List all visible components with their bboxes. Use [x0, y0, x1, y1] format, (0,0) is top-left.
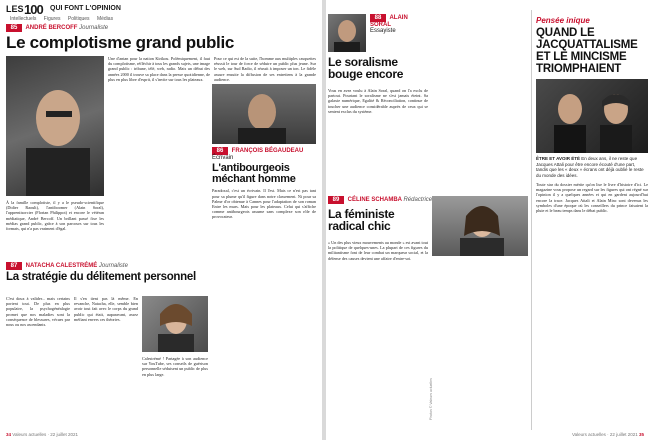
article-rank: [212, 147, 316, 155]
article-begaudeau: [212, 84, 316, 368]
begaudeau-photo: [212, 84, 316, 144]
calestreme-col2: Il s'en tient pas là même. En revanche, Natacha, elle, semble bien avoir tout fait avec le corps du grand public qui était, auparavant, assez méfiant envers ces théories.: [74, 296, 138, 322]
rank-badge: 88: [370, 14, 386, 22]
column-divider: [531, 10, 532, 430]
photo-credit: Photos © Valeurs actuelles: [429, 378, 433, 420]
portrait-icon: [6, 56, 104, 196]
header-les: LES: [6, 4, 24, 14]
portrait-icon: [142, 296, 208, 352]
rank-badge: 87: [6, 262, 22, 270]
article-calestreme: [6, 262, 206, 284]
footer-issue: Valeurs actuelles · 22 juillet 2021: [572, 432, 638, 437]
portrait-icon: [432, 196, 528, 256]
caption-text: En deux ans, il ne reste que Jacques Attali pour être encore écouté d'une part, tandis que les « deux » écrans ont déjà oublié le reste du monde des idées.: [536, 156, 644, 178]
left-page: [0, 0, 322, 440]
legend-item: Intellectuels: [10, 16, 37, 22]
article-author: ANDRÉ BERCOFF: [25, 25, 78, 31]
article-author: ALAIN SORAL: [370, 15, 408, 28]
article-title: Le complotisme grand public: [6, 33, 235, 52]
article-rank: [6, 262, 206, 270]
schamba-photo: [432, 196, 528, 256]
legend-item: Figures: [43, 16, 61, 22]
portrait-icon: [536, 79, 648, 153]
header-100: 100: [24, 2, 43, 17]
article-role: Journaliste: [79, 25, 109, 31]
bercoff-col2: Une d'antan pour la nation Kirikou. Polémiquement, il faut du complotisme, réfléchir à tous les grands sujets, une image grand public : tribune, télé, web, radio. Mais un début des années 2000 il trouve sa place dans la presse quotidienne, de plus en plus libre d'esprit, il s'invite sur tous les plateaux.: [108, 56, 210, 82]
pensee-photo: [536, 79, 648, 153]
calestreme-col3: Calestrémé ! Partagée à son audience sur YouTube, ses conseils de guérison personnelle séduisent un public de plus en plus large.: [142, 356, 208, 377]
legend-item: Politiques: [67, 16, 90, 22]
rank-badge: 89: [328, 196, 344, 204]
header-subtitle: QUI FONT L'OPINION: [50, 5, 121, 12]
right-footer: [572, 432, 644, 437]
section-header: [6, 2, 316, 22]
legend-item: Médias: [96, 16, 114, 22]
pensee-label: Pensée inique: [536, 16, 590, 25]
footer-issue: Valeurs actuelles · 22 juillet 2021: [12, 432, 78, 437]
pensee-box: [536, 16, 648, 422]
article-soral: [370, 14, 426, 34]
soral-photo: [328, 14, 366, 52]
page-number: 34: [6, 432, 12, 437]
soral-text: Vous en avez voulu à Alain Soral, quand on l'a exclu de partout. Pourtant le soralisme ne s'est jamais éteint. Sa galaxie numérique, Egalité & Réconciliation, continue de toucher une audience considérable auprès de ceux qui se sentent exclus du système.: [328, 88, 428, 114]
article-role: Rédactrice: [403, 197, 433, 203]
article-rank: [6, 24, 316, 32]
article-title: Le soralisme bouge encore: [328, 55, 404, 82]
left-footer: [6, 432, 78, 437]
pensee-title: QUAND LE JACQUATTALISME ET LE MINCISME TRIOMPHAIENT: [536, 27, 638, 75]
calestreme-col1: C'est doux à valider... mais certains portent tout. De plus en plus populaire, la psychogénéalogie promet que nos maladies sont la conséquence de blessures, vécues par nous ou nos ascendants.: [6, 296, 70, 328]
article-role: Essayiste: [370, 28, 396, 34]
article-title: La féministe radical chic: [328, 207, 395, 234]
article-role: Journaliste: [98, 263, 128, 269]
article-bercoff: [6, 24, 316, 51]
article-author: FRANÇOIS BÉGAUDEAU: [231, 148, 304, 154]
article-author: NATACHA CALESTRÉMÉ: [25, 263, 98, 269]
schamba-text-col2: [432, 262, 528, 426]
rank-badge: 86: [212, 147, 228, 155]
calestreme-photo: [142, 296, 208, 352]
schamba-text: « Un des plus vieux mouvements au monde » est avant tout la politique de quelques-unes. La plupart de ces figures du militantisme font de leur combat un marqueur social, et la défense des causes devient une affaire d'entre-soi.: [328, 240, 428, 261]
article-rank: [370, 14, 426, 28]
portrait-icon: [212, 84, 316, 144]
bercoff-col1: À la famille complotiste, il y a le pseudo-scientifique (Didier Raoult), l'antiboomer (Alain Soral), l'apprentisorcier (Florian Philippot) et encore le vétéran médiatique, André Bercoff. Un brillant passé fixe les médias grand public, grâce à son parcours sur tous les formats, qui n'a pas vraiment d'égal.: [6, 200, 104, 232]
begaudeau-text: Paradoxal, c'est un écrivain. Il l'est. Mais ce n'est pas tant pour sa plume qu'il figure dans notre classement. Ni pour sa Palme d'or obtenue à Cannes pour l'adaptation de son roman Entre les murs. Mais pour les plateaux. Celui qui s'affiche comme antibourgeois assume sans complexe son rôle de provocateur.: [212, 188, 316, 220]
header-legend: [10, 16, 119, 22]
article-role: Écrivain: [212, 155, 234, 161]
article-author: CÉLINE SCHAMBA: [347, 197, 402, 203]
right-page: [326, 0, 650, 440]
bercoff-col3: Pour ce qui est de la suite, l'homme aux multiples casquettes réussit le tour de force de séduire un public plus jeune. Sur le web, sur Sud Radio, il réussit à imposer un ton. Le fidèle assure ensuite la diffusion de ses entretiens à la grande audience.: [214, 56, 316, 82]
portrait-icon: [328, 14, 366, 52]
caption-lead: ÊTRE ET AVOIR ÉTÉ: [536, 156, 581, 161]
pensee-caption: [536, 156, 648, 178]
rank-badge: 85: [6, 24, 22, 32]
bercoff-photo: [6, 56, 104, 196]
article-title: L'antibourgeois méchant homme: [212, 162, 296, 186]
page-number: 35: [638, 432, 644, 437]
article-title: La stratégie du délitement personnel: [6, 271, 196, 283]
pensee-body: Toute star du dossier mérite qu'on lise le livre d'histoire d'ici. Le magazine vous propose un regard sur les figures qui ont régné sur l'opinion il y a quelques années et qui en gardent aujourd'hui encore la trace. Jacques Attali et Alain Minc sont devenus les symboles d'une époque où les conseillers du prince faisaient la pluie et le beau temps dans le débat public.: [536, 182, 648, 214]
